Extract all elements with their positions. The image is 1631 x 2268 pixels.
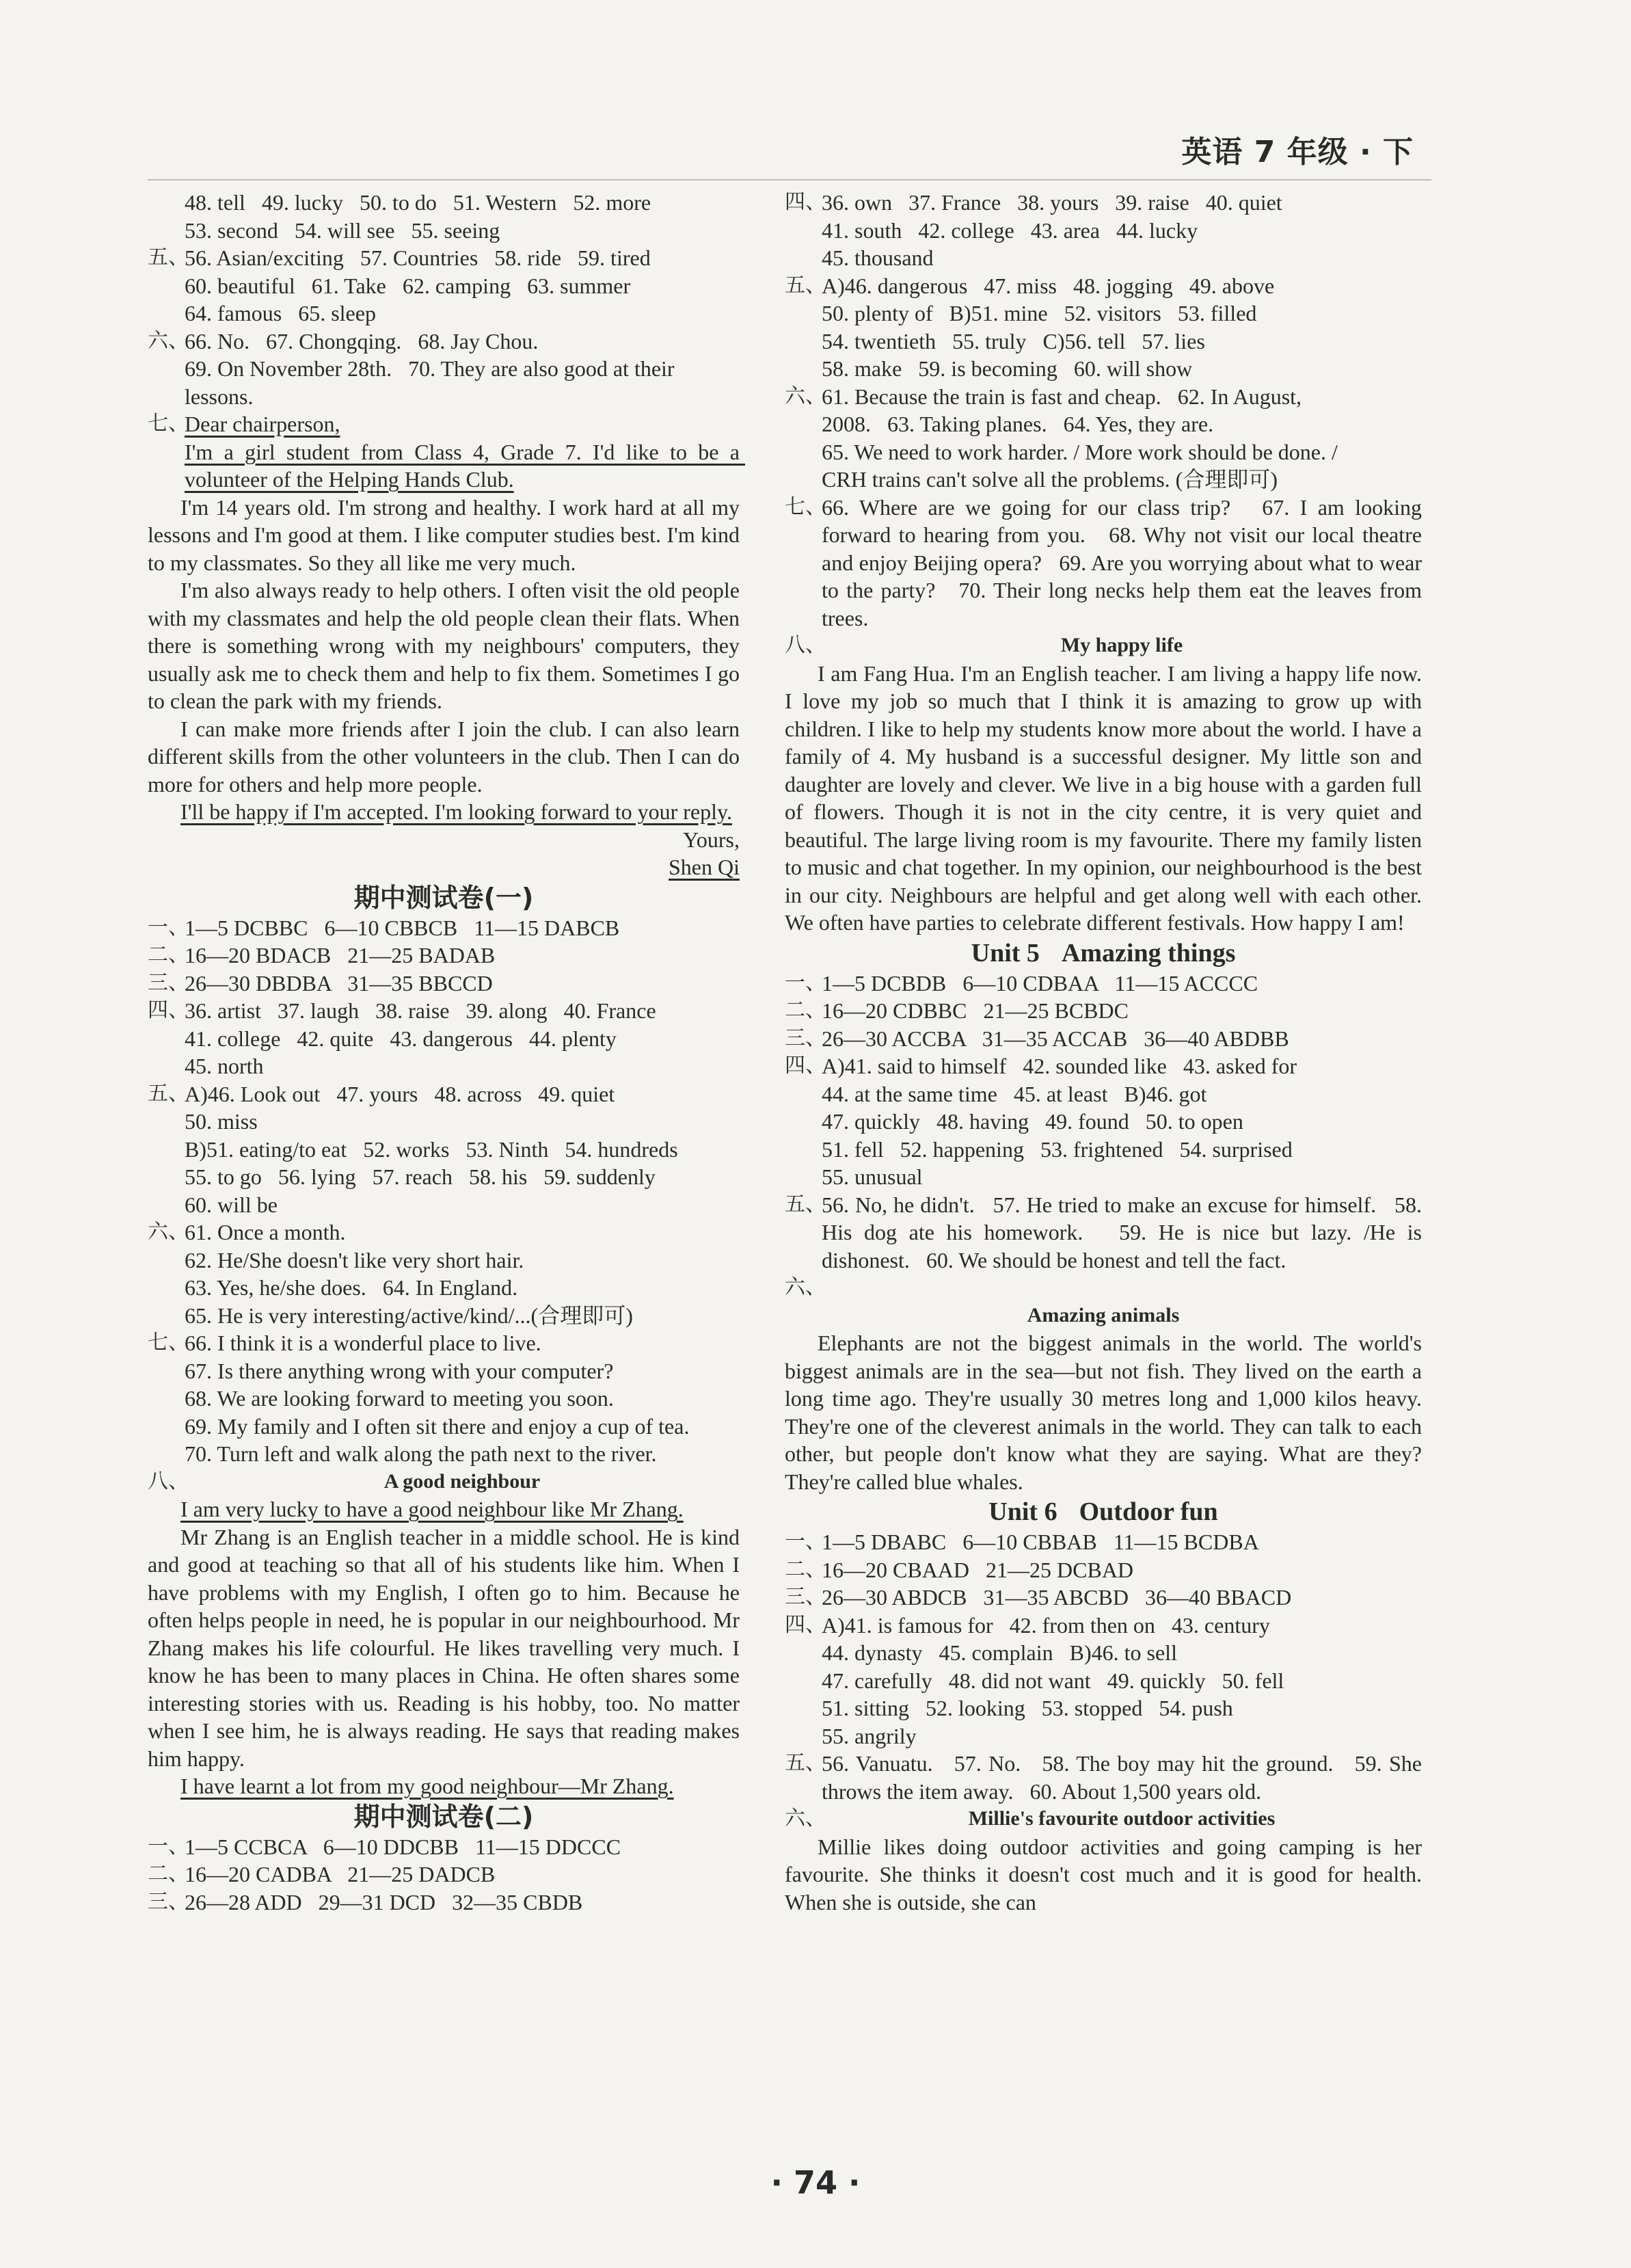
answer-line: A)46. Look out 47. yours 48. across 49. quiet — [185, 1081, 615, 1106]
section-label: 四、 — [785, 1612, 826, 1637]
answer-block — [148, 997, 740, 1080]
answer-line: 65. We need to work harder. / More work should be done. / — [822, 439, 1338, 464]
answer-line: 68. We are looking forward to meeting you soon. — [185, 1386, 614, 1411]
answer-line: 44. at the same time 45. at least B)46. got — [822, 1081, 1207, 1106]
answer-line: 60. beautiful 61. Take 62. camping 63. summer — [185, 273, 631, 298]
essay-paragraph: I have learnt a lot from my good neighbour—Mr Zhang. — [180, 1774, 674, 1798]
answer-block — [785, 494, 1427, 632]
essay-paragraph: I am very lucky to have a good neighbour like Mr Zhang. — [180, 1497, 684, 1521]
answer-line: 50. plenty of B)51. mine 52. visitors 53. filled — [822, 301, 1257, 325]
section-label: 三、 — [148, 1889, 189, 1914]
answer-line: 69. My family and I often sit there and enjoy a cup of tea. — [185, 1413, 690, 1439]
answer-paragraph: 56. No, he didn't. 57. He tried to make an excuse for himself. 58. His dog ate his homework. 59. He is nice but lazy. /He is dishonest. 60. We should be honest and tell the fact. — [822, 1192, 1427, 1272]
section-label: 三、 — [148, 970, 189, 995]
section-label: 七、 — [785, 494, 826, 519]
answer-line: 1—5 CCBCA 6—10 DDCBB 11—15 DDCCC — [185, 1834, 621, 1859]
answer-line: 60. will be — [185, 1192, 278, 1217]
essay-paragraph: I am Fang Hua. I'm an English teacher. I am living a happy life now. I love my job so much that I think it is amazing to grow up with children. I like to help my students know more about the world. I have a family of 4. My husband is a successful designer. My little son and daughter are lovely and clever. We live in a big house with a garden full of flowers. Though it is not in the city centre, it is very quiet and beautiful. The large living room is my favourite. There my family listen to music and chat together. In my opinion, our neighbourhood is the best in our city. Neighbours are helpful and get along well with each other. We often have parties to celebrate different festivals. How happy I am! — [785, 661, 1422, 935]
answer-line: 26—30 DBDBA 31—35 BBCCD — [185, 970, 493, 996]
answer-line: 55. unusual — [822, 1164, 923, 1189]
answer-block — [148, 970, 740, 998]
answer-block-continued — [148, 189, 740, 244]
section-label: 二、 — [148, 1862, 189, 1886]
answer-block — [148, 1860, 740, 1889]
answer-block — [148, 1889, 740, 1917]
header-divider — [148, 179, 1431, 181]
answer-block — [785, 1191, 1427, 1275]
answer-line: A)41. said to himself 42. sounded like 43. asked for — [822, 1054, 1297, 1078]
section-label: 三、 — [785, 1026, 826, 1050]
answer-line: 48. tell 49. lucky 50. to do 51. Western 52. more — [185, 190, 651, 215]
answer-line: 50. miss — [185, 1109, 258, 1134]
essay-title: My happy life — [1060, 634, 1183, 656]
page-number: · 74 · — [770, 2164, 861, 2201]
letter-intro: I'm a girl student from Class 4, Grade 7. I'd like to be a volunteer of the Helping Hands Club. — [185, 439, 745, 492]
answer-line: 26—30 ACCBA 31—35 ACCAB 36—40 ABDBB — [822, 1026, 1289, 1051]
answer-line: lessons. — [185, 384, 254, 409]
answer-block — [785, 1612, 1422, 1750]
section-label: 六、 — [785, 384, 826, 408]
answer-line: 41. south 42. college 43. area 44. lucky — [822, 217, 1198, 243]
section-label: 二、 — [785, 998, 826, 1022]
essay-block — [785, 1805, 1422, 1833]
essay-paragraph: Millie likes doing outdoor activities and going camping is her favourite. She thinks it doesn't cost much and it is good for health. When she is outside, she can — [785, 1834, 1422, 1915]
answer-block — [785, 1052, 1422, 1191]
answer-line: 36. own 37. France 38. yours 39. raise 40. quiet — [822, 190, 1282, 215]
answer-line: 54. twentieth 55. truly C)56. tell 57. lies — [822, 328, 1205, 353]
unit-5-title — [785, 938, 1422, 968]
answer-line: 63. Yes, he/she does. 64. In England. — [185, 1275, 518, 1300]
answer-line: 41. college 42. quite 43. dangerous 44. plenty — [185, 1026, 617, 1051]
essay-block — [148, 1468, 740, 1496]
answer-block — [148, 1218, 740, 1329]
essay-title: A good neighbour — [383, 1469, 541, 1493]
answer-block — [785, 970, 1422, 998]
section-label: 一、 — [785, 1530, 826, 1553]
answer-line: 58. make 59. is becoming 60. will show — [822, 356, 1193, 381]
answer-line: 62. He/She doesn't like very short hair. — [185, 1247, 524, 1272]
section-label: 二、 — [785, 1557, 826, 1582]
answer-block — [785, 383, 1422, 494]
section-label: 五、 — [148, 245, 189, 269]
answer-line: 56. Asian/exciting 57. Countries 58. ride 59. tired — [185, 245, 651, 270]
section-label: 一、 — [785, 970, 826, 995]
answer-line: 45. thousand — [822, 245, 934, 270]
section-label: 四、 — [785, 1054, 826, 1078]
answer-line: 51. fell 52. happening 53. frightened 54. surprised — [822, 1136, 1293, 1162]
section-label: 六、 — [785, 1806, 826, 1830]
letter-paragraph: I'm also always ready to help others. I often visit the old people with my classmates and help the old people clean their flats. When there is something wrong with my neighbours' computers, they usually ask me to check them and help to fix them. Sometimes I go to clean the park with my friends. — [148, 578, 740, 713]
section-label: 六、 — [785, 1275, 826, 1299]
answer-line: 36. artist 37. laugh 38. raise 39. along 40. France — [185, 998, 656, 1023]
answer-block — [785, 1556, 1422, 1584]
answer-block — [148, 328, 740, 411]
unit-number: Unit 6 — [988, 1497, 1057, 1526]
section-label: 四、 — [148, 998, 189, 1022]
answer-line: 47. carefully 48. did not want 49. quickly 50. fell — [822, 1668, 1284, 1693]
letter-paragraph: I can make more friends after I join the club. I can also learn different skills from the other volunteers in the club. Then I can do more for others and help more people. — [148, 716, 740, 797]
letter-signature: Shen Qi — [669, 855, 740, 879]
essay-block — [785, 632, 1422, 660]
section-label: 六、 — [148, 328, 189, 353]
answer-line: 16—20 BDACB 21—25 BADAB — [185, 943, 496, 968]
answer-line: 16—20 CBAAD 21—25 DCBAD — [822, 1557, 1134, 1582]
answer-line: 70. Turn left and walk along the path next to the river. — [185, 1441, 657, 1466]
answer-line: 61. Once a month. — [185, 1220, 346, 1244]
unit-name: Outdoor fun — [1079, 1497, 1218, 1526]
answer-block — [148, 942, 740, 970]
answer-line: A)46. dangerous 47. miss 48. jogging 49. above — [822, 273, 1275, 298]
answer-paragraph: 66. Where are we going for our class trip? 67. I am looking forward to hearing from you. 68. Why not visit our local theatre and enjoy Beijing opera? 69. Are you worrying about what to wear to the party? 70. Their long necks help them eat the leaves from trees. — [822, 494, 1427, 630]
answer-block — [785, 1528, 1422, 1556]
letter-paragraph: I'll be happy if I'm accepted. I'm looking forward to your reply. — [180, 799, 732, 824]
answer-line: 1—5 DCBDB 6—10 CDBAA 11—15 ACCCC — [822, 970, 1258, 996]
answer-line: 66. I think it is a wonderful place to live. — [185, 1331, 541, 1355]
answer-line: 16—20 CDBBC 21—25 BCBDC — [822, 998, 1129, 1023]
answer-block — [785, 189, 1422, 272]
answer-block — [785, 1584, 1422, 1612]
answer-block — [785, 1025, 1422, 1053]
essay-title: Millie's favourite outdoor activities — [968, 1807, 1276, 1830]
section-label: 八、 — [148, 1469, 189, 1493]
page-header-title: 英语 7 年级 · 下 — [1181, 135, 1414, 170]
answer-line: 53. second 54. will see 55. seeing — [185, 217, 500, 243]
answer-line: 66. No. 67. Chongqing. 68. Jay Chou. — [185, 328, 539, 353]
essay-title: Amazing animals — [1027, 1303, 1180, 1326]
section-label: 三、 — [785, 1585, 826, 1609]
unit-6-title — [785, 1497, 1422, 1527]
essay-block — [785, 1274, 1422, 1302]
answer-line: 55. to go 56. lying 57. reach 58. his 59. suddenly — [185, 1164, 656, 1189]
answer-line: 26—30 ABDCB 31—35 ABCBD 36—40 BBACD — [822, 1585, 1292, 1610]
answer-paragraph: 56. Vanuatu. 57. No. 58. The boy may hit the ground. 59. She throws the item away. 60. About 1,500 years old. — [822, 1751, 1427, 1804]
section-label: 六、 — [148, 1220, 189, 1244]
essay-paragraph: Mr Zhang is an English teacher in a middle school. He is kind and good at teaching so that all of his students like him. When I have problems with my English, I often go to him. Because he often helps people in need, he is popular in our neighbourhood. Mr Zhang makes his life colourful. He likes travelling very much. I know he has been to many places in China. He often shares some interesting stories with us. Reading is his hobby, too. No matter when I see him, he is always reading. He says that reading makes him happy. — [148, 1524, 740, 1771]
letter-closing: Yours, — [682, 827, 740, 852]
midterm-test-1-title: 期中测试卷(一) — [353, 882, 534, 913]
essay-paragraph: Elephants are not the biggest animals in the world. The world's biggest animals are in the sea—but not fish. They lived on the earth a long time ago. They're usually 30 metres long and 1,000 kilos heavy. They're one of the cleverest animals in the world. They can talk to each other, but people don't know what they are saying. What are they? They're called blue whales. — [785, 1331, 1422, 1494]
section-label: 五、 — [148, 1081, 189, 1106]
letter-greeting: Dear chairperson, — [185, 412, 340, 436]
answer-block — [148, 244, 740, 328]
section-label: 五、 — [785, 273, 826, 297]
answer-line: 1—5 DCBBC 6—10 CBBCB 11—15 DABCB — [185, 915, 620, 940]
section-label: 二、 — [148, 943, 189, 967]
answer-block — [148, 1329, 740, 1468]
right-column — [785, 189, 1427, 1916]
answer-block — [785, 997, 1422, 1025]
section-label: 八、 — [785, 633, 826, 657]
answer-block — [148, 1833, 740, 1861]
answer-line: 44. dynasty 45. complain B)46. to sell — [822, 1640, 1177, 1665]
answer-line: 65. He is very interesting/active/kind/...(合理即可) — [185, 1303, 633, 1328]
answer-line: 45. north — [185, 1054, 264, 1078]
answer-block — [785, 1750, 1427, 1805]
letter-block — [148, 410, 745, 494]
answer-line: 55. angrily — [822, 1723, 917, 1748]
answer-line: 47. quickly 48. having 49. found 50. to open — [822, 1109, 1243, 1134]
answer-line: CRH trains can't solve all the problems. (合理即可) — [822, 467, 1278, 492]
section-label: 五、 — [785, 1751, 826, 1775]
answer-line: 51. sitting 52. looking 53. stopped 54. push — [822, 1696, 1233, 1720]
answer-line: 69. On November 28th. 70. They are also good at their — [185, 356, 675, 381]
left-column — [148, 189, 745, 1916]
answer-line: A)41. is famous for 42. from then on 43. century — [822, 1612, 1270, 1638]
answer-line: 2008. 63. Taking planes. 64. Yes, they are. — [822, 412, 1214, 436]
answer-block — [148, 1080, 740, 1219]
section-label: 七、 — [148, 1331, 189, 1355]
answer-line: 16—20 CADBA 21—25 DADCB — [185, 1862, 496, 1886]
answer-block — [785, 272, 1422, 383]
section-label: 一、 — [148, 1834, 189, 1858]
answer-line: 67. Is there anything wrong with your computer? — [185, 1358, 614, 1383]
section-label: 四、 — [785, 190, 826, 214]
section-label: 一、 — [148, 915, 189, 939]
answer-line: 1—5 DBABC 6—10 CBBAB 11—15 BCDBA — [822, 1530, 1259, 1554]
unit-number: Unit 5 — [971, 938, 1040, 968]
letter-paragraph: I'm 14 years old. I'm strong and healthy. I work hard at all my lessons and I'm good at them. I like computer studies best. I'm kind to my classmates. So they all like me very much. — [148, 494, 740, 575]
section-label: 五、 — [785, 1192, 826, 1216]
unit-name: Amazing things — [1061, 938, 1236, 968]
answer-line: 26—28 ADD 29—31 DCD 32—35 CBDB — [185, 1889, 583, 1915]
midterm-test-2-title: 期中测试卷(二) — [353, 1801, 534, 1832]
section-label: 七、 — [148, 412, 189, 436]
answer-line: B)51. eating/to eat 52. works 53. Ninth 54. hundreds — [185, 1136, 678, 1162]
answer-line: 61. Because the train is fast and cheap. 62. In August, — [822, 384, 1302, 409]
answer-block — [148, 914, 740, 942]
answer-line: 64. famous 65. sleep — [185, 301, 376, 325]
